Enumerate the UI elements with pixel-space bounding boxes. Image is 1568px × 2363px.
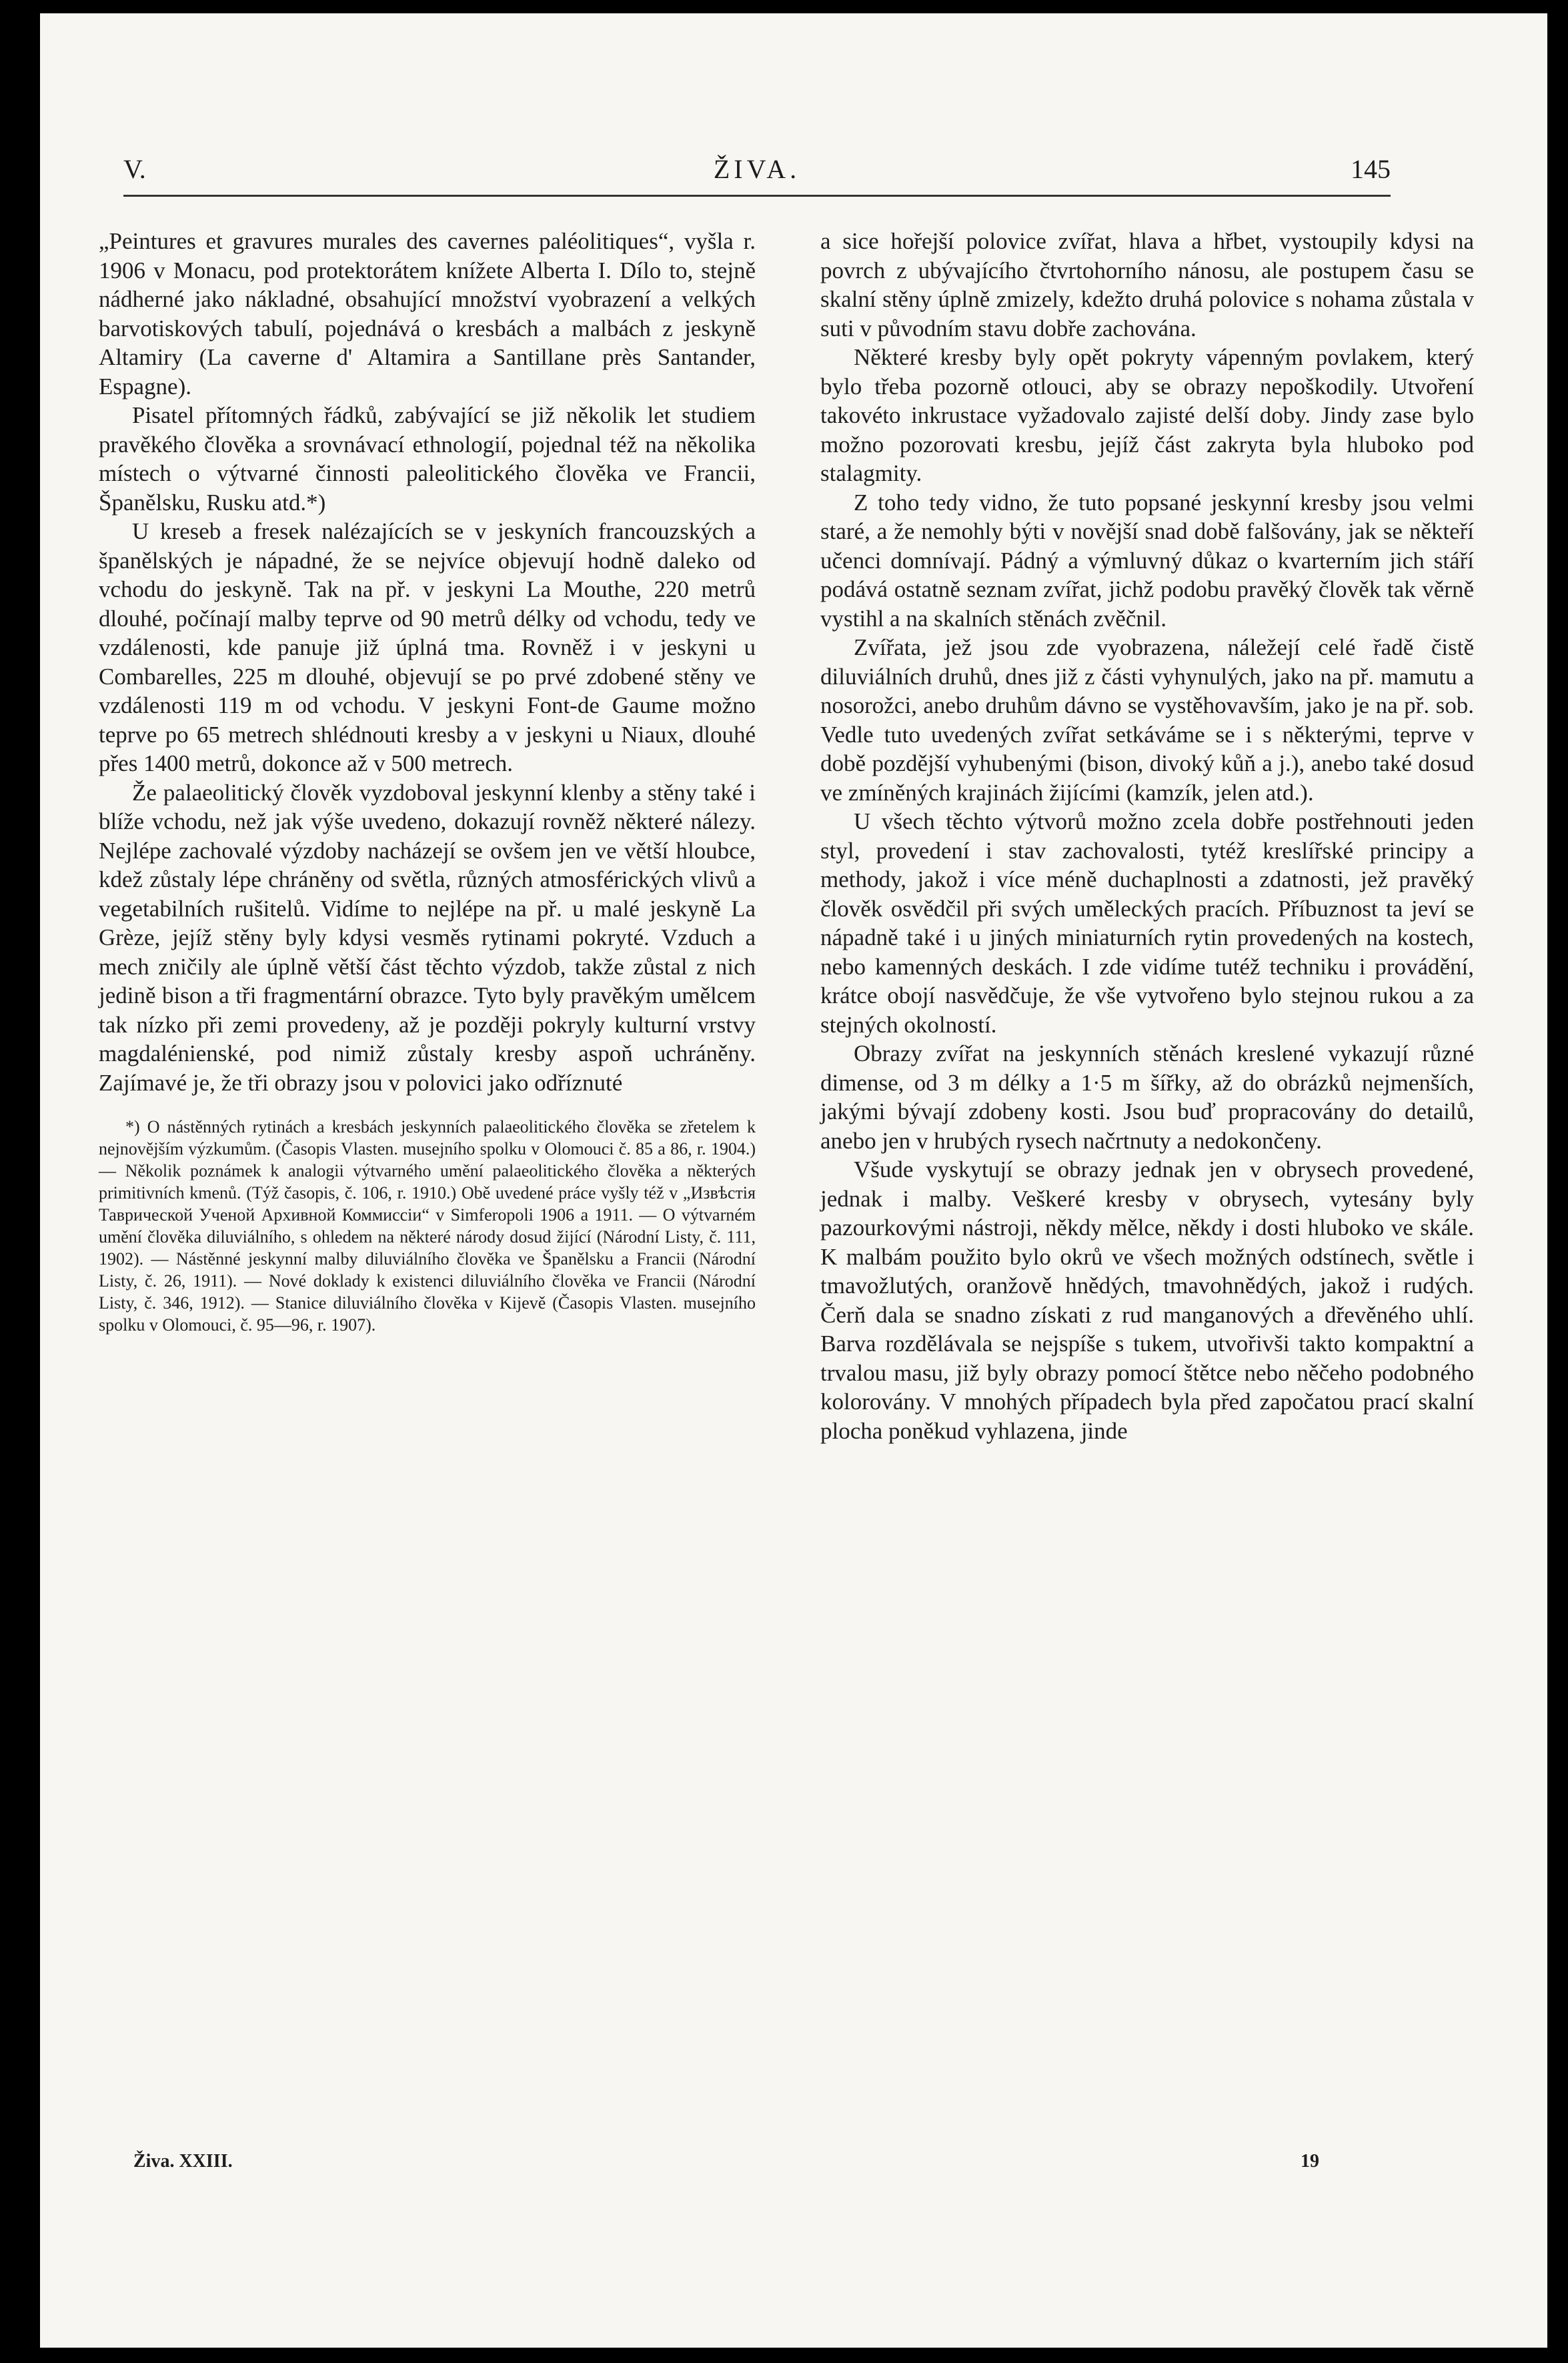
footnote-text: *) O nástěnných rytinách a kresbách jeskynních palaeolitického člověka se zřetelem k nejnovějším výzkumům. (Časopis Vlasten. musejního spolku v Olomouci č. 85 a 86, r. 1904.) — Několik poznámek k analogii výtvarného umění palaeolitického člověka a některých primitivních kmenů. (Týž časopis, č. 106, r. 1910.) Obě uvedené práce vyšly též v „Извѣстiя Таврической Ученой Архивной Коммиссiи“ v Simferopoli 1906 a 1911. — O výtvarném umění člověka diluviálního, s ohledem na některé národy dosud žijící (Národní Listy, č. 111, 1902). — Nástěnné jeskynní malby diluviálního člověka ve Španělsku a Francii (Národní Listy, č. 26, 1911). — Nové doklady k existenci diluviálního člověka ve Francii (Národní Listy, č. 346, 1912). — Stanice diluviálního člověka v Kijevě (Časopis Vlasten. musejního spolku v Olomouci, č. 95—96, r. 1907).: [99, 1117, 756, 1335]
footnote: [99, 1116, 756, 1336]
paragraph: U kreseb a fresek nalézajících se v jeskyních francouzských a španělských je nápadné, že se nejvíce objevují hodně daleko od vchodu do jeskyně. Tak na př. v jeskyni La Mouthe, 220 metrů dlouhé, počínají malby teprve od 90 metrů délky od vchodu, tedy ve vzdálenosti, kde panuje již úplná tma. Rovněž i v jeskyni u Combarelles, 225 m dlouhé, objevují se po prvé zdobené stěny ve vzdálenosti 119 m od vchodu. V jeskyni Font-de Gaume možno teprve po 65 metrech shlédnouti kresby a v jeskyni u Niaux, dlouhé přes 1400 metrů, dokonce až v 500 metrech.: [99, 518, 756, 776]
paragraph: Obrazy zvířat na jeskynních stěnách kreslené vykazují různé dimense, od 3 m délky a 1·5 m šířky, až do obrázků nejmenších, jakými bývají zdobeny kosti. Jsou buď propracovány do detailů, anebo jen v hrubých rysech načrtnuty a nedokončeny.: [820, 1040, 1474, 1154]
paragraph: Že palaeolitický člověk vyzdoboval jeskynní klenby a stěny také i blíže vchodu, než jak výše uvedeno, dokazují rovněž některé nálezy. Nejlépe zachovalé výzdoby nacházejí se ovšem jen ve větší hloubce, kdež zůstaly lépe chráněny od světla, různých atmosférických vlivů a vegetabilních rušitelů. Vidíme to nejlépe na př. u malé jeskyně La Grèze, jejíž stěny byly kdysi vesměs rytinami pokryté. Vzduch a mech zničily ale úplně větší část těchto výzdob, takže zůstal z nich jedině bison a tři fragmentární obrazce. Tyto byly pravěkým umělcem tak nízko při zemi provedeny, až je později pokryly kulturní vrstvy magdalénienské, pod nimiž zůstaly kresby aspoň uchráněny. Zajímavé je, že tři obrazy jsou v polovici jako odříznuté: [99, 779, 756, 1096]
page-number: 145: [1351, 154, 1391, 184]
signature-mark: Živa. XXIII.: [133, 2151, 233, 2172]
header-rule: [123, 195, 1391, 197]
left-column: [99, 227, 756, 1336]
volume-label: V.: [123, 154, 146, 184]
paragraph: Zvířata, jež jsou zde vyobrazena, náležejí celé řadě čistě diluviálních druhů, dnes již z části vyhynulých, jako na př. mamutu a nosorožci, anebo druhům dávno se vystěhovavším, jako je na př. sob. Vedle tuto uvedených zvířat setkáváme se i s některými, teprve v době pozdější vyhubenými (bison, divoký kůň a j.), anebo také dosud ve zmíněných krajinách žijícími (kamzík, jelen atd.).: [820, 634, 1474, 806]
right-column: [820, 227, 1474, 1445]
paragraph: „Peintures et gravures murales des cavernes paléolitiques“, vyšla r. 1906 v Monacu, pod protektorátem knížete Alberta I. Dílo to, stejně nádherné jako nákladné, obsahující množství vyobrazení a velkých barvotiskových tabulí, pojednává o kresbách a malbách z jeskyně Altamiry (La caverne d' Altamira a Santillane près Santander, Espagne).: [99, 228, 756, 400]
paragraph: Všude vyskytují se obrazy jednak jen v obrysech provedené, jednak i malby. Veškeré kresby v obrysech, vytesány byly pazourkovými nástroji, někdy mělce, někdy i dosti hluboko ve skále. K malbám použito bylo okrů ve všech možných odstínech, světle i tmavožlutých, oranžově hnědých, tmavohnědých, jakož i rudých. Čerň dala se snadno získati z rud manganových a dřevěného uhlí. Barva rozdělávala se nejspíše s tukem, utvořivši takto kompaktní a trvalou masu, již byly obrazy pomocí štětce nebo něčeho podobného kolorovány. V mnohých případech byla před započatou prací skalní plocha poněkud vyhlazena, jinde: [820, 1156, 1474, 1444]
sheet-number: 19: [1301, 2151, 1319, 2172]
paragraph: a sice hořejší polovice zvířat, hlava a hřbet, vystoupily kdysi na povrch z ubývajícího čtvrtohorního nánosu, ale postupem času se skalní stěny úplně zmizely, kdežto druhá polovice s nohama zůstala v suti v původním stavu dobře zachována.: [820, 228, 1474, 341]
paragraph: Pisatel přítomných řádků, zabývající se již několik let studiem pravěkého člověka a srovnávací ethnologií, pojednal též na několika místech o výtvarné činnosti paleolitického člověka ve Francii, Španělsku, Rusku atd.*): [99, 402, 756, 516]
running-header: [123, 153, 1391, 193]
paragraph: U všech těchto výtvorů možno zcela dobře postřehnouti jeden styl, provedení i stav zachovalosti, tytéž kreslířské principy a methody, jakož i více méně duchaplnosti a zdatnosti, jež pravěký člověk osvědčil při svých uměleckých pracích. Příbuznost ta jeví se nápadně také i u jiných miniaturních rytin provedených na kostech, nebo kamenných deskách. I zde vidíme tutéž techniku i provádění, krátce obojí nasvědčuje, že vše vytvořeno bylo stejnou rukou a za stejných okolností.: [820, 808, 1474, 1038]
paragraph: Některé kresby byly opět pokryty vápenným povlakem, který bylo třeba pozorně otlouci, aby se obrazy nepoškodily. Utvoření takovéto inkrustace vyžadovalo zajisté delší doby. Jindy zase bylo možno pozorovati kresbu, jejíž část zakryta byla hluboko pod stalagmity.: [820, 344, 1474, 486]
paragraph: Z toho tedy vidno, že tuto popsané jeskynní kresby jsou velmi staré, a že nemohly býti v novější snad době falšovány, jak se někteří učenci domnívají. Pádný a výmluvný důkaz o kvarterním jich stáří podává ostatně seznam zvířat, jichž podobu pravěký člověk tak věrně vystihl a na skalních stěnách zvěčnil.: [820, 489, 1474, 632]
journal-title: ŽIVA.: [713, 154, 801, 184]
